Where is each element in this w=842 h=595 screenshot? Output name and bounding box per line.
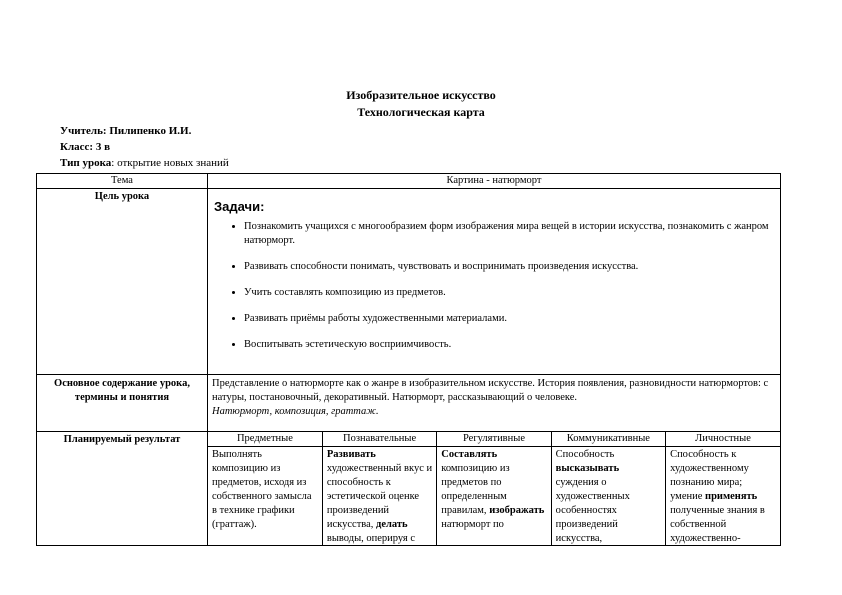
content-text: Представление о натюрморте как о жанре в изобразительном искусстве. История появления, разновидности натюрмортов: с натуры, постановочный, декоративный. Натюрморт, рассказывающий о человеке.: [212, 378, 769, 403]
list-item: • Познакомить учащихся с многообразием форм изображения мира вещей в истории искусства, познакомить с жанром натюрморт.: [244, 220, 780, 248]
result-label: Планируемый результат: [37, 432, 208, 546]
result-col-personal: Личностные: [666, 432, 780, 447]
theme-row: [37, 174, 781, 189]
result-table: [208, 432, 780, 545]
tasks-list: [208, 220, 780, 352]
class-line: [60, 141, 110, 153]
class-value: 3 в: [95, 141, 111, 153]
result-cognitive: Развивать художественный вкус и способность к эстетической оценке произведений искусства, делать выводы, оперируя с: [322, 447, 436, 546]
result-col-cognitive: Познавательные: [322, 432, 436, 447]
class-label: Класс:: [60, 141, 94, 153]
lesson-table: [36, 173, 781, 546]
result-personal: Способность к художественному познанию мира; умение применять полученные знания в собственной художественно-: [666, 447, 780, 546]
goal-row: [37, 189, 781, 375]
result-communicative: Способность высказывать суждения о художественных особенностях произведений искусства,: [551, 447, 665, 546]
result-col-communicative: Коммуникативные: [551, 432, 665, 447]
result-col-regulatory: Регулятивные: [437, 432, 551, 447]
result-regulatory: Составлять композицию из предметов по определенным правилам, изображать натюрморт по: [437, 447, 551, 546]
theme-label: Тема: [37, 174, 208, 189]
list-item: • Развивать приёмы работы художественными материалами.: [244, 312, 780, 326]
list-item: • Воспитывать эстетическую восприимчивость.: [244, 338, 780, 352]
teacher-label: Учитель:: [60, 125, 107, 137]
goal-cell: [208, 189, 781, 375]
teacher-line: [60, 125, 191, 137]
result-body-row: [208, 447, 780, 546]
teacher-name: Пилипенко И.И.: [109, 125, 192, 137]
lesson-type-line: [60, 157, 229, 169]
content-label: Основное содержание урока, термины и понятия: [37, 375, 208, 432]
document-title: Технологическая карта: [357, 105, 485, 119]
list-item: • Развивать способности понимать, чувствовать и воспринимать произведения искусства.: [244, 260, 780, 274]
list-item: • Учить составлять композицию из предметов.: [244, 286, 780, 300]
theme-value: Картина - натюрморт: [208, 174, 781, 189]
lesson-type-label: Тип урока: [60, 157, 112, 169]
result-subject: Выполнять композицию из предметов, исходя из собственного замысла в технике графики (граттаж).: [208, 447, 322, 546]
content-terms: Натюрморт, композиция, граттаж.: [212, 406, 379, 417]
tasks-title: Задачи:: [214, 199, 265, 214]
lesson-type-value: : открытие новых знаний: [111, 157, 229, 169]
result-header-row: [208, 432, 780, 447]
document-subject: Изобразительное искусство: [346, 88, 496, 102]
result-col-subject: Предметные: [208, 432, 322, 447]
content-row: [37, 375, 781, 432]
result-cell: [208, 432, 781, 546]
goal-label: Цель урока: [37, 189, 208, 375]
content-cell: [208, 375, 781, 432]
result-row: [37, 432, 781, 546]
